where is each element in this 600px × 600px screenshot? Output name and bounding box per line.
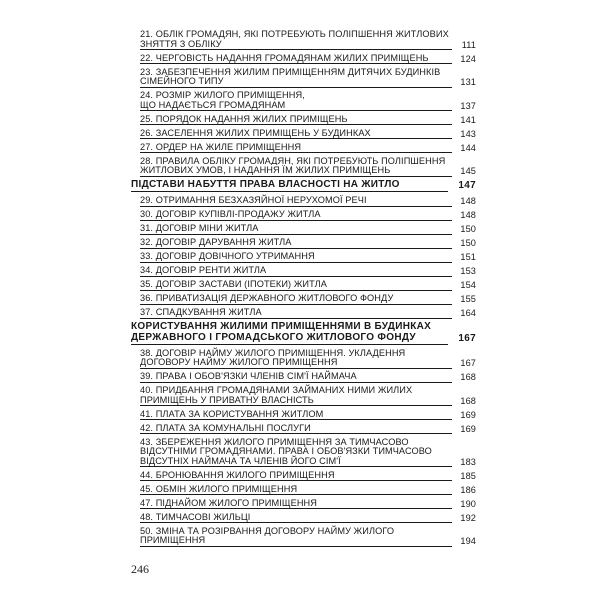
toc-entry-line: 34. ДОГОВІР РЕНТИ ЖИТЛА — [140, 266, 452, 277]
toc-entry — [131, 410, 476, 421]
toc-entry-line: 31. ДОГОВІР МІНИ ЖИТЛА — [140, 224, 452, 235]
toc-entry-line: 38. ДОГОВІР НАЙМУ ЖИЛОГО ПРИМІЩЕННЯ. УКЛАДЕННЯ — [140, 347, 406, 358]
toc-page-number: 143 — [460, 128, 476, 139]
toc-entry — [131, 280, 476, 291]
toc-page-number: 183 — [460, 456, 476, 467]
toc-page-number: 141 — [460, 114, 476, 125]
toc-entry — [131, 266, 476, 277]
toc-page-number: 137 — [460, 100, 476, 111]
toc-page-number: 111 — [461, 39, 476, 50]
toc-page-number: 144 — [460, 142, 476, 153]
toc-page-number: 167 — [460, 358, 476, 369]
toc-page-number: 169 — [460, 409, 476, 420]
section-page-number: 167 — [458, 332, 476, 344]
toc-entry — [131, 91, 476, 111]
toc-entry — [131, 386, 476, 406]
toc-page-number: 168 — [460, 372, 476, 383]
toc-entry — [131, 157, 476, 177]
toc-entry — [131, 485, 476, 496]
toc-page-number: 194 — [460, 536, 476, 547]
toc-page-number: 154 — [460, 279, 476, 290]
toc-entry — [131, 349, 476, 369]
toc-entry — [131, 210, 476, 221]
toc-entry-line: 40. ПРИДБАННЯ ГРОМАДЯНАМИ ЗАЙМАНИХ НИМИ ЖИЛИХ — [140, 385, 413, 396]
toc-page-number: 185 — [460, 470, 476, 481]
toc-page-number: 192 — [460, 512, 476, 523]
toc-entry-line: 30. ДОГОВІР КУПІВЛІ-ПРОДАЖУ ЖИТЛА — [140, 210, 452, 221]
toc-entry-line: 43. ЗБЕРЕЖЕННЯ ЖИЛОГО ПРИМІЩЕННЯ ЗА ТИМЧАСОВО — [140, 436, 409, 447]
toc-page-number: 155 — [460, 293, 476, 304]
toc-entry-line: 47. ПІДНАЙОМ ЖИЛОГО ПРИМІЩЕННЯ — [140, 499, 452, 510]
toc-entry-line: 23. ЗАБЕЗПЕЧЕННЯ ЖИЛИМ ПРИМІЩЕННЯМ ДИТЯЧИХ БУДИНКІВ — [140, 66, 441, 77]
toc-entry-line: 26. ЗАСЕЛЕННЯ ЖИЛИХ ПРИМІЩЕНЬ У БУДИНКАХ — [140, 129, 452, 140]
toc-page-number: 168 — [460, 395, 476, 406]
toc-entry — [131, 54, 476, 65]
toc-entry-line: 41. ПЛАТА ЗА КОРИСТУВАННЯ ЖИТЛОМ — [140, 410, 452, 421]
section-heading-line: КОРИСТУВАННЯ ЖИЛИМИ ПРИМІЩЕННЯМИ В БУДИНКАХ — [131, 320, 432, 332]
toc-entry — [131, 224, 476, 235]
toc-entry — [131, 30, 476, 50]
toc-page-number: 186 — [460, 484, 476, 495]
toc-entry — [131, 513, 476, 524]
toc-entry — [131, 252, 476, 263]
toc-entry-line: 45. ОБМІН ЖИЛОГО ПРИМІЩЕННЯ — [140, 485, 452, 496]
toc-entry-line: 37. СПАДКУВАННЯ ЖИТЛА — [140, 308, 452, 319]
toc-entry-line: 39. ПРАВА І ОБОВ'ЯЗКИ ЧЛЕНІВ СІМ'Ї НАЙМАЧА — [140, 372, 452, 383]
section-heading-line: ДЕРЖАВНОГО І ГРОМАДСЬКОГО ЖИТЛОВОГО ФОНДУ — [131, 333, 448, 345]
toc-page-number: 169 — [460, 423, 476, 434]
toc-entry — [131, 308, 476, 319]
toc-entry-line: ПРИМІЩЕНЬ У ПРИВАТНУ ВЛАСНІСТЬ — [140, 396, 452, 407]
toc-entry — [131, 115, 476, 126]
toc-entry — [131, 143, 476, 154]
toc-entry-line: 33. ДОГОВІР ДОВІЧНОГО УТРИМАННЯ — [140, 252, 452, 263]
toc-page-number: 145 — [460, 166, 476, 177]
toc-page-number: 190 — [460, 498, 476, 509]
section-page-number: 147 — [458, 180, 476, 192]
toc-entry-line: ВІДСУТНІМИ ГРОМАДЯНАМИ. ПРАВА І ОБОВ'ЯЗКИ ТИМЧАСОВО — [140, 446, 432, 457]
toc-entry — [131, 294, 476, 305]
toc-entry-line: 44. БРОНЮВАННЯ ЖИЛОГО ПРИМІЩЕННЯ — [140, 471, 452, 482]
toc-entry — [131, 238, 476, 249]
toc-entry-line: 32. ДОГОВІР ДАРУВАННЯ ЖИТЛА — [140, 238, 452, 249]
table-of-contents — [131, 30, 476, 550]
toc-entry-line: 24. РОЗМІР ЖИЛОГО ПРИМІЩЕННЯ, — [140, 90, 305, 101]
toc-entry-line: 25. ПОРЯДОК НАДАННЯ ЖИЛИХ ПРИМІЩЕНЬ — [140, 115, 452, 126]
toc-entry — [131, 471, 476, 482]
toc-entry-line: ДОГОВОРУ НАЙМУ ЖИЛОГО ПРИМІЩЕННЯ — [140, 358, 452, 369]
toc-entry-line: ВІДСУТНІХ НАЙМАЧА ТА ЧЛЕНІВ ЙОГО СІМ'Ї — [140, 457, 452, 468]
toc-entry — [131, 438, 476, 468]
toc-entry-line: 42. ПЛАТА ЗА КОМУНАЛЬНІ ПОСЛУГИ — [140, 424, 452, 435]
toc-entry — [131, 527, 476, 547]
toc-entry — [131, 499, 476, 510]
toc-entry — [131, 129, 476, 140]
toc-entry — [131, 196, 476, 207]
toc-page-number: 150 — [460, 224, 476, 235]
toc-page-number: 148 — [460, 210, 476, 221]
toc-page-number: 164 — [460, 307, 476, 318]
section-heading — [131, 322, 476, 345]
toc-page-number: 124 — [460, 53, 476, 64]
section-heading-line: ПІДСТАВИ НАБУТТЯ ПРАВА ВЛАСНОСТІ НА ЖИТЛО — [131, 180, 448, 192]
toc-entry-line: СІМЕЙНОГО ТИПУ — [140, 77, 452, 88]
toc-entry-line: ЗНЯТТЯ З ОБЛІКУ — [140, 40, 452, 51]
toc-page-number: 148 — [460, 196, 476, 207]
toc-entry — [131, 68, 476, 88]
toc-entry-line: ЩО НАДАЄТЬСЯ ГРОМАДЯНАМ — [140, 101, 452, 112]
toc-entry — [131, 424, 476, 435]
toc-page-number: 150 — [460, 238, 476, 248]
toc-entry-line: 36. ПРИВАТИЗАЦІЯ ДЕРЖАВНОГО ЖИТЛОВОГО ФОНДУ — [140, 294, 452, 305]
toc-page-number: 151 — [460, 251, 476, 262]
toc-entry-line: 28. ПРАВИЛА ОБЛІКУ ГРОМАДЯН, ЯКІ ПОТРЕБУЮТЬ ПОЛІПШЕННЯ — [140, 155, 446, 166]
toc-page-number: 153 — [460, 265, 476, 276]
page-number: 246 — [131, 562, 149, 576]
toc-entry-line: 29. ОТРИМАННЯ БЕЗХАЗЯЙНОЇ НЕРУХОМОЇ РЕЧІ — [140, 196, 452, 207]
section-heading — [131, 180, 476, 192]
toc-page-number: 131 — [460, 77, 476, 88]
toc-entry-line: 35. ДОГОВІР ЗАСТАВИ (ІПОТЕКИ) ЖИТЛА — [140, 280, 452, 291]
toc-entry-line: ЖИТЛОВИХ УМОВ, І НАДАННЯ ЇМ ЖИЛИХ ПРИМІЩЕНЬ — [140, 166, 452, 177]
toc-entry-line: 27. ОРДЕР НА ЖИЛЕ ПРИМІЩЕННЯ — [140, 143, 452, 154]
toc-entry-line: ПРИМІЩЕННЯ — [140, 536, 452, 547]
toc-entry-line: 21. ОБЛІК ГРОМАДЯН, ЯКІ ПОТРЕБУЮТЬ ПОЛІПШЕННЯ ЖИТЛОВИХ — [140, 29, 449, 39]
toc-entry — [131, 372, 476, 383]
toc-entry-line: 22. ЧЕРГОВІСТЬ НАДАННЯ ГРОМАДЯНАМ ЖИЛИХ ПРИМІЩЕНЬ — [140, 54, 452, 65]
toc-entry-line: 50. ЗМІНА ТА РОЗІРВАННЯ ДОГОВОРУ НАЙМУ ЖИЛОГО — [140, 525, 395, 536]
toc-entry-line: 48. ТИМЧАСОВІ ЖИЛЬЦІ — [140, 513, 452, 524]
